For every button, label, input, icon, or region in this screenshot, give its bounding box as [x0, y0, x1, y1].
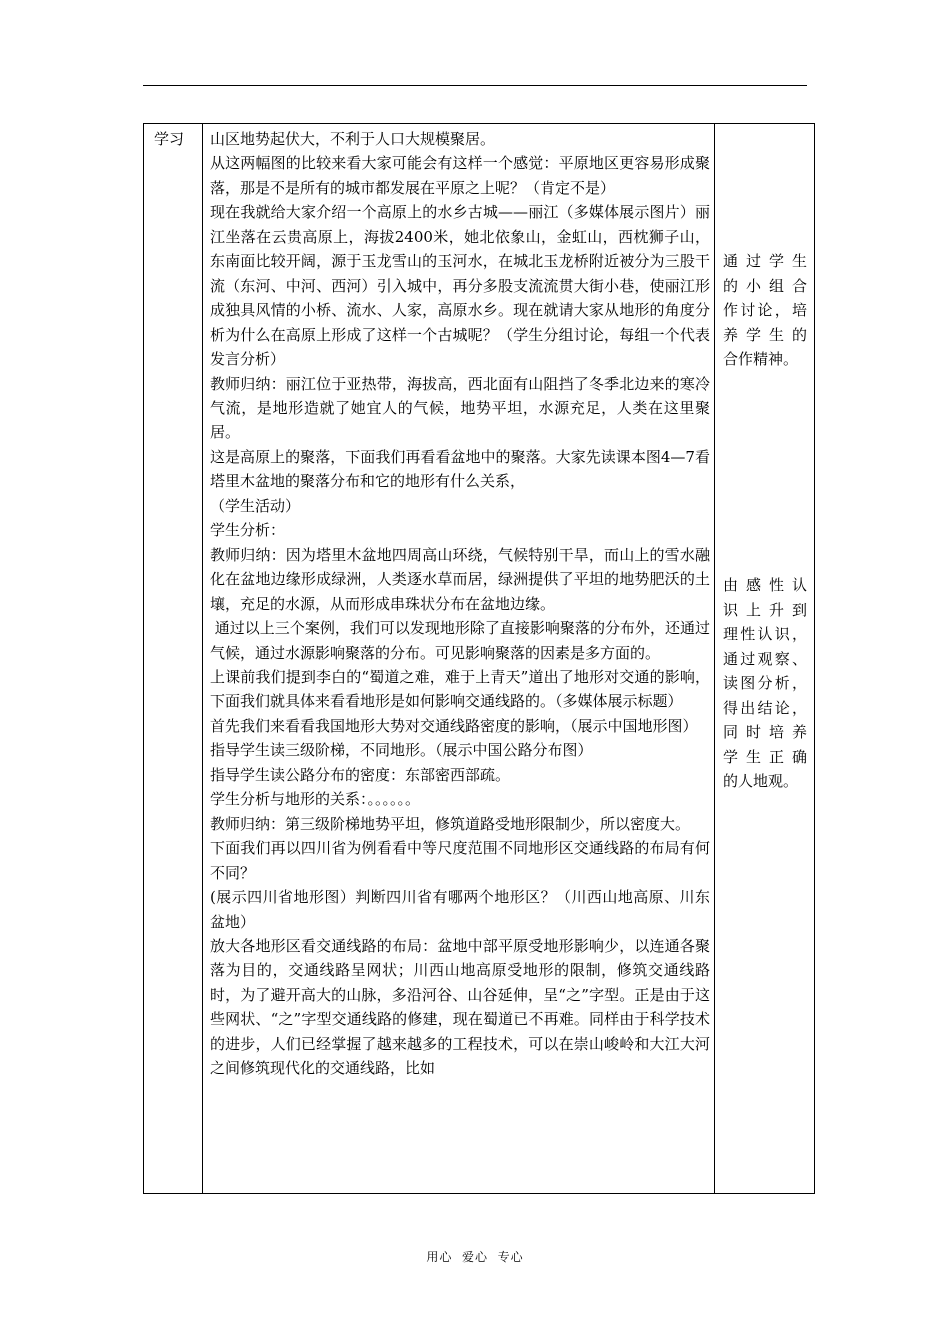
- content-paragraph: 下面我们再以四川省为例看看中等尺度范围不同地形区交通线路的布局有何不同？: [210, 839, 710, 882]
- content-paragraph: 山区地势起伏大，不利于人口大规模聚居。: [210, 130, 496, 148]
- content-paragraph: 通过以上三个案例，我们可以发现地形除了直接影响聚落的分布外，还通过气候，通过水源影响聚落的分布。可见影响聚落的因素是多方面的。: [210, 619, 710, 662]
- note-line: 理性认识，: [723, 625, 807, 643]
- content-paragraph: 教师归纳：丽江位于亚热带，海拔高，西北面有山阻挡了冬季北边来的寒冷气流，是地形造就了她宜人的气候，地势平坦，水源充足，人类在这里聚居。: [210, 374, 710, 442]
- stage-label: 学习: [154, 130, 185, 148]
- content-paragraph: 学生分析：: [210, 521, 286, 540]
- content-paragraph: 教师归纳：因为塔里木盆地四周高山环绕，气候特别干旱，而山上的雪水融化在盆地边缘形成绿洲，人类逐水草而居，绿洲提供了平坦的地势肥沃的土壤，充足的水源，从而形成串珠状分布在盆地边缘。: [210, 545, 710, 613]
- lesson-content: [210, 127, 710, 1081]
- content-paragraph: 教师归纳：第三级阶梯地势平坦，修筑道路受地形限制少，所以密度大。: [210, 814, 691, 833]
- header-rule: [143, 85, 807, 86]
- note-line: 读图分析，: [723, 674, 807, 692]
- note-line: 作讨论，培: [723, 301, 807, 319]
- column-divider: [714, 124, 715, 1193]
- content-paragraph: 上课前我们提到李白的“蜀道之难，难于上青天”道出了地形对交通的影响，下面我们就具体来看看地形是如何影响交通线路的。（多媒体展示标题）: [210, 667, 710, 711]
- note-line: 同时培养: [723, 723, 807, 741]
- note-line: 养学生的: [723, 325, 807, 344]
- design-note-cooperation: [723, 249, 807, 372]
- note-line: 通过观察、: [723, 649, 807, 668]
- note-line: 的人地观。: [723, 772, 799, 790]
- content-paragraph: （学生活动）: [210, 496, 301, 515]
- content-paragraph: 指导学生读公路分布的密度：东部密西部疏。: [210, 765, 511, 784]
- content-paragraph: 这是高原上的聚落，下面我们再看看盆地中的聚落。大家先读课本图4—7看塔里木盆地的聚落分布和它的地形有什么关系，: [210, 447, 710, 491]
- note-line: 得出结论，: [723, 698, 807, 717]
- note-line: 合作精神。: [723, 350, 799, 368]
- note-line: 识上升到: [723, 600, 807, 619]
- column-divider: [202, 124, 203, 1193]
- content-paragraph: 放大各地形区看交通线路的布局：盆地中部平原受地形影响少，以连通各聚落为目的，交通线路呈网状；川西山地高原受地形的限制，修筑交通线路时，为了避开高大的山脉，多沿河谷、山谷延伸，呈“之”字型。正是由于这些网状、“之”字型交通线路的修建，现在蜀道已不再难。同样由于科学技术的进步，人们已经掌握了越来越多的工程技术，可以在崇山峻岭和大江大河之间修筑现代化的交通线路，比如: [210, 936, 710, 1078]
- note-line: 通过学生: [723, 252, 807, 270]
- note-line: 学生正确: [723, 747, 807, 766]
- content-paragraph: 指导学生读三级阶梯，不同地形。（展示中国公路分布图）: [210, 741, 593, 760]
- note-line: 的小组合: [723, 276, 807, 295]
- content-paragraph: 学生分析与地形的关系：。。。。。。: [210, 790, 421, 809]
- note-line: 由感性认: [723, 576, 807, 594]
- content-paragraph: 首先我们来看看我国地形大势对交通线路密度的影响，（展示中国地形图）: [210, 716, 698, 735]
- content-paragraph: 现在我就给大家介绍一个高原上的水乡古城——丽江（多媒体展示图片）丽江坐落在云贵高原上，海拔2400米，她北依象山，金虹山，西枕狮子山，东南面比较开阔，源于玉龙雪山的玉河水，在城北玉龙桥附近被分为三股干流（东河、中河、西河）引入城中，再分多股支流流贯大街小巷，使丽江形成独具风情的小桥、流水、人家，高原水乡。现在就请大家从地形的角度分析为什么在高原上形成了这样一个古城呢？（学生分组讨论，每组一个代表发言分析）: [210, 203, 710, 369]
- content-paragraph: 从这两幅图的比较来看大家可能会有这样一个感觉：平原地区更容易形成聚落，那是不是所有的城市都发展在平原之上呢？（肯定不是）: [210, 154, 710, 197]
- lesson-table: [143, 123, 815, 1194]
- page-footer: 用心 爱心 专心: [426, 1250, 524, 1264]
- design-note-cognition: [723, 573, 807, 794]
- content-paragraph: (展示四川省地形图）判断四川省有哪两个地形区？（川西山地高原、川东盆地）: [210, 888, 710, 931]
